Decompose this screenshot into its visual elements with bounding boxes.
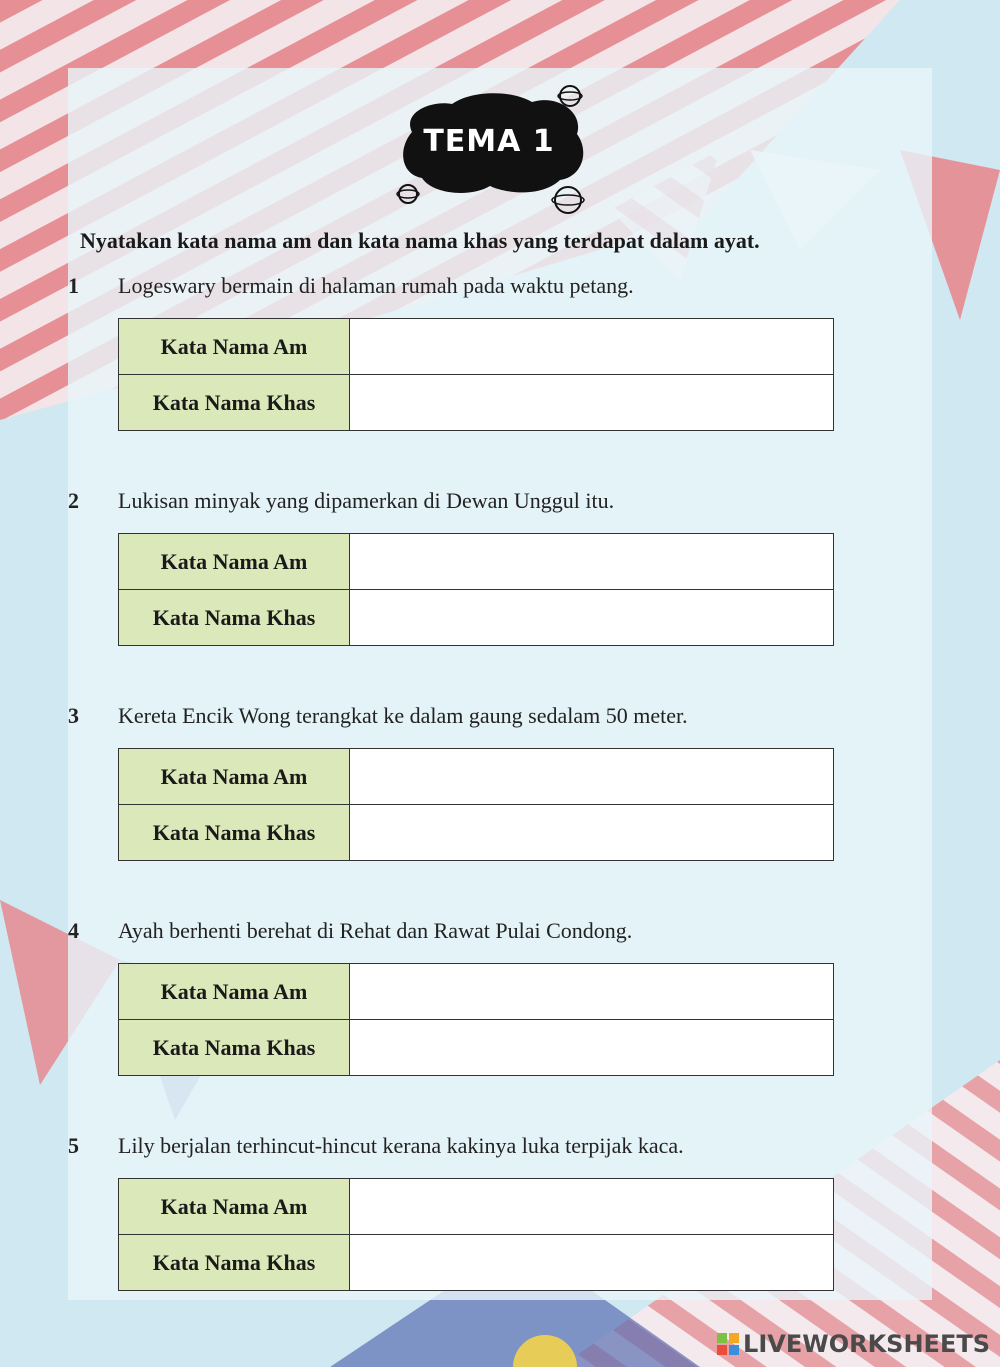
label-kata-nama-am: Kata Nama Am (119, 319, 350, 375)
label-kata-nama-khas: Kata Nama Khas (119, 590, 350, 646)
brand-name: LIVEWORKSHEETS (743, 1330, 990, 1358)
table-row (119, 590, 834, 646)
label-kata-nama-am: Kata Nama Am (119, 749, 350, 805)
label-kata-nama-am: Kata Nama Am (119, 534, 350, 590)
table-row (119, 964, 834, 1020)
table-row (119, 805, 834, 861)
answer-table-4 (118, 963, 834, 1076)
label-kata-nama-khas: Kata Nama Khas (119, 805, 350, 861)
page-title: TEMA 1 (423, 124, 555, 159)
label-kata-nama-khas: Kata Nama Khas (119, 375, 350, 431)
liveworksheets-brand[interactable] (717, 1329, 990, 1359)
answer-field-khas[interactable] (350, 805, 834, 861)
answer-field-khas[interactable] (350, 375, 834, 431)
answer-field-khas[interactable] (350, 590, 834, 646)
question-number: 4 (68, 918, 79, 943)
table-row (119, 534, 834, 590)
answer-table-2 (118, 533, 834, 646)
question-number: 5 (68, 1133, 79, 1158)
title-badge (392, 82, 592, 222)
table-row (119, 1020, 834, 1076)
label-kata-nama-am: Kata Nama Am (119, 964, 350, 1020)
instruction-text: Nyatakan kata nama am dan kata nama khas yang terdapat dalam ayat. (80, 228, 760, 253)
answer-table-3 (118, 748, 834, 861)
question-text: Kereta Encik Wong terangkat ke dalam gaung sedalam 50 meter. (118, 703, 688, 728)
answer-table-1 (118, 318, 834, 431)
answer-field-khas[interactable] (350, 1235, 834, 1291)
label-kata-nama-khas: Kata Nama Khas (119, 1020, 350, 1076)
label-kata-nama-am: Kata Nama Am (119, 1179, 350, 1235)
question-number: 1 (68, 273, 79, 298)
answer-field-am[interactable] (350, 319, 834, 375)
answer-table-5 (118, 1178, 834, 1291)
table-row (119, 749, 834, 805)
label-kata-nama-khas: Kata Nama Khas (119, 1235, 350, 1291)
question-text: Logeswary bermain di halaman rumah pada waktu petang. (118, 273, 634, 298)
question-number: 3 (68, 703, 79, 728)
question-text: Lukisan minyak yang dipamerkan di Dewan Unggul itu. (118, 488, 615, 513)
answer-field-am[interactable] (350, 964, 834, 1020)
table-row (119, 319, 834, 375)
answer-field-am[interactable] (350, 1179, 834, 1235)
liveworksheets-logo-icon (717, 1333, 739, 1355)
question-text: Ayah berhenti berehat di Rehat dan Rawat Pulai Condong. (118, 918, 633, 943)
answer-field-am[interactable] (350, 534, 834, 590)
table-row (119, 1235, 834, 1291)
table-row (119, 375, 834, 431)
table-row (119, 1179, 834, 1235)
question-text: Lily berjalan terhincut-hincut kerana kakinya luka terpijak kaca. (118, 1133, 684, 1158)
answer-field-am[interactable] (350, 749, 834, 805)
answer-field-khas[interactable] (350, 1020, 834, 1076)
question-number: 2 (68, 488, 79, 513)
